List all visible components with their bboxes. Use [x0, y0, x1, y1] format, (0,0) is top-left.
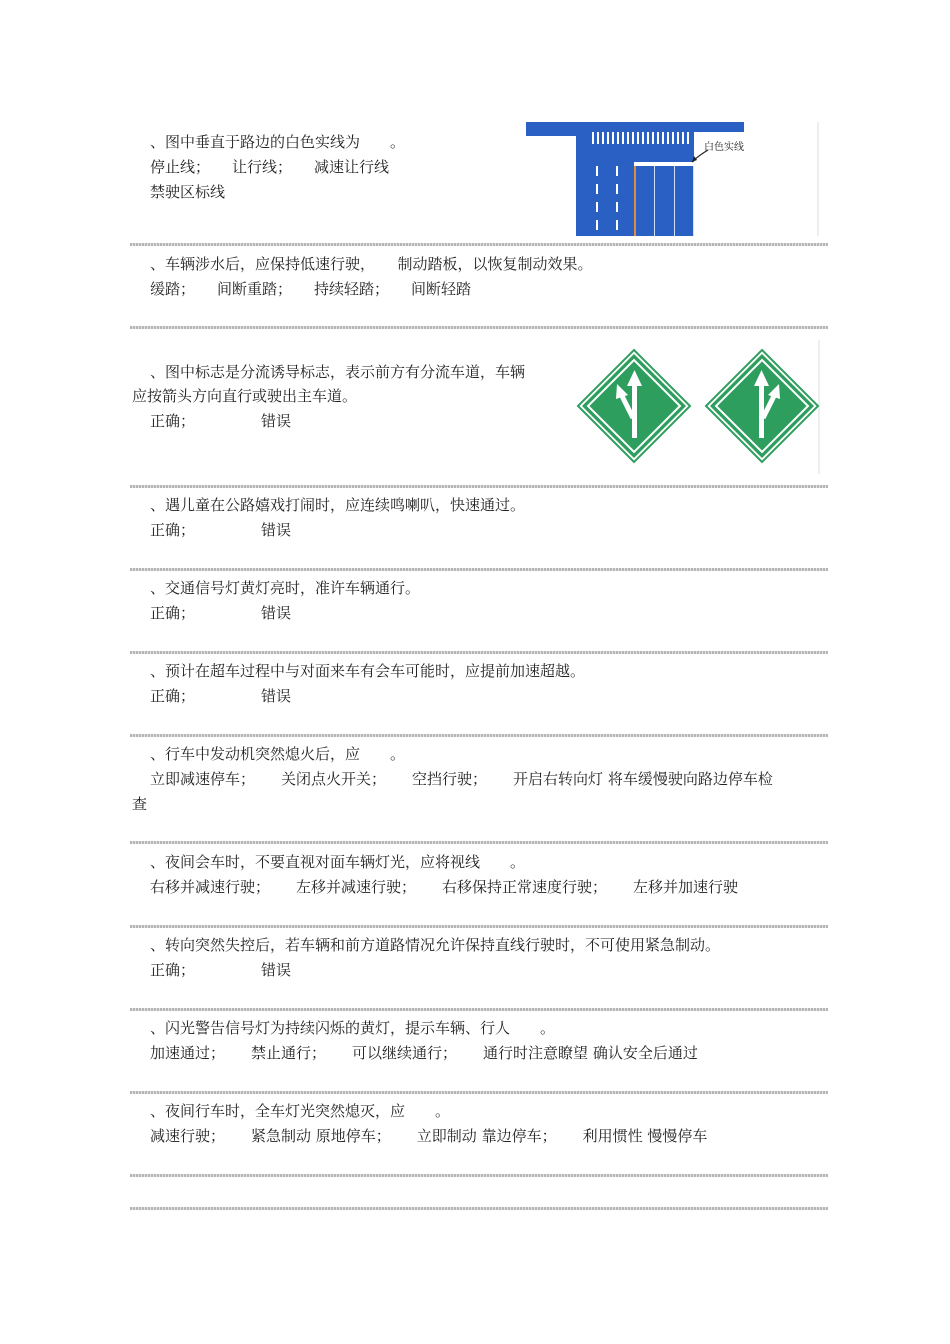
q2-options — [150, 279, 471, 299]
q1-option-b[interactable]: 让行线； — [232, 158, 293, 176]
q10-options — [150, 1043, 698, 1063]
q11-stem: 、夜间行车时，全车灯光突然熄灭，应 。 — [150, 1102, 451, 1120]
q6-options — [150, 686, 291, 706]
divider — [130, 925, 828, 928]
q11-option-d[interactable]: 利用惯性 慢慢停车 — [582, 1127, 708, 1145]
q10-option-d[interactable]: 通行时注意瞭望 确认安全后通过 — [483, 1044, 698, 1062]
q8-option-c[interactable]: 右移保持正常速度行驶； — [442, 878, 608, 896]
q11-options — [150, 1126, 707, 1146]
diversion-sign-figure — [576, 340, 820, 474]
divider — [130, 841, 828, 844]
q3-option-wrong[interactable]: 错误 — [261, 412, 292, 430]
q4-option-correct[interactable]: 正确； — [150, 521, 196, 539]
q9-options — [150, 960, 291, 980]
q11-option-c[interactable]: 立即制动 靠边停车； — [416, 1127, 557, 1145]
q9-stem: 、转向突然失控后，若车辆和前方道路情况允许保持直线行驶时，不可使用紧急制动。 — [150, 936, 721, 954]
q5-stem: 、交通信号灯黄灯亮时，准许车辆通行。 — [150, 579, 421, 597]
q2-option-b[interactable]: 间断重踏； — [217, 280, 293, 298]
divider — [130, 1008, 828, 1011]
divider — [130, 326, 828, 329]
q7-option-b[interactable]: 关闭点火开关； — [281, 770, 387, 788]
q8-option-a[interactable]: 右移并减速行驶； — [150, 878, 271, 896]
q7-option-d[interactable]: 开启右转向灯 将车缓慢驶向路边停车检 — [513, 770, 773, 788]
divider — [130, 651, 828, 654]
q7-option-c[interactable]: 空挡行驶； — [412, 770, 488, 788]
divider — [130, 485, 828, 488]
q5-option-wrong[interactable]: 错误 — [261, 604, 292, 622]
q3-options — [150, 411, 291, 431]
q2-option-d[interactable]: 间断轻踏 — [411, 280, 472, 298]
divider — [130, 243, 828, 246]
q6-option-correct[interactable]: 正确； — [150, 687, 196, 705]
q10-option-c[interactable]: 可以继续通行； — [352, 1044, 458, 1062]
q8-option-d[interactable]: 左移并加速行驶 — [633, 878, 739, 896]
q11-option-b[interactable]: 紧急制动 原地停车； — [251, 1127, 391, 1145]
q3-option-correct[interactable]: 正确； — [150, 412, 196, 430]
q8-stem: 、夜间会车时，不要直视对面车辆灯光，应将视线 。 — [150, 853, 526, 871]
q6-stem: 、预计在超车过程中与对面来车有会车可能时，应提前加速超越。 — [150, 662, 586, 680]
stop-line-label: 白色实线 — [704, 142, 744, 153]
q9-option-correct[interactable]: 正确； — [150, 961, 196, 979]
q5-options — [150, 603, 291, 623]
q7-option-d-cont: 查 — [132, 795, 148, 813]
q3-stem-line2: 应按箭头方向直行或驶出主车道。 — [132, 387, 358, 405]
q7-option-a[interactable]: 立即减速停车； — [150, 770, 256, 788]
q1-option-a[interactable]: 停止线； — [150, 158, 211, 176]
q7-options — [150, 769, 773, 789]
q4-option-wrong[interactable]: 错误 — [261, 521, 292, 539]
q8-option-b[interactable]: 左移并减速行驶； — [296, 878, 417, 896]
q2-stem: 、车辆涉水后，应保持低速行驶， 制动踏板，以恢复制动效果。 — [150, 255, 593, 273]
q5-option-correct[interactable]: 正确； — [150, 604, 196, 622]
divider — [130, 568, 828, 571]
q9-option-wrong[interactable]: 错误 — [261, 961, 292, 979]
q10-option-b[interactable]: 禁止通行； — [251, 1044, 327, 1062]
divider — [130, 1091, 828, 1094]
stop-line-figure — [526, 122, 820, 236]
q8-options — [150, 877, 738, 897]
q3-stem-line1: 、图中标志是分流诱导标志，表示前方有分流车道，车辆 — [150, 363, 526, 381]
diversion-sign-right-icon — [706, 350, 818, 462]
q2-option-c[interactable]: 持续轻踏； — [314, 280, 390, 298]
q4-stem: 、遇儿童在公路嬉戏打闹时，应连续鸣喇叭，快速通过。 — [150, 496, 526, 514]
q1-options — [150, 157, 389, 177]
q10-option-a[interactable]: 加速通过； — [150, 1044, 226, 1062]
q1-stem: 、图中垂直于路边的白色实线为 。 — [150, 133, 406, 151]
q1-option-d[interactable]: 禁驶区标线 — [150, 183, 226, 201]
q6-option-wrong[interactable]: 错误 — [261, 687, 292, 705]
diversion-sign-left-icon — [578, 350, 690, 462]
q1-option-c[interactable]: 减速让行线 — [314, 158, 390, 176]
q10-stem: 、闪光警告信号灯为持续闪烁的黄灯，提示车辆、行人 。 — [150, 1019, 556, 1037]
q4-options — [150, 520, 291, 540]
divider — [130, 1207, 828, 1210]
q7-stem: 、行车中发动机突然熄火后，应 。 — [150, 745, 406, 763]
q2-option-a[interactable]: 缓踏； — [150, 280, 196, 298]
divider — [130, 1174, 828, 1177]
divider — [130, 734, 828, 737]
q11-option-a[interactable]: 减速行驶； — [150, 1127, 226, 1145]
